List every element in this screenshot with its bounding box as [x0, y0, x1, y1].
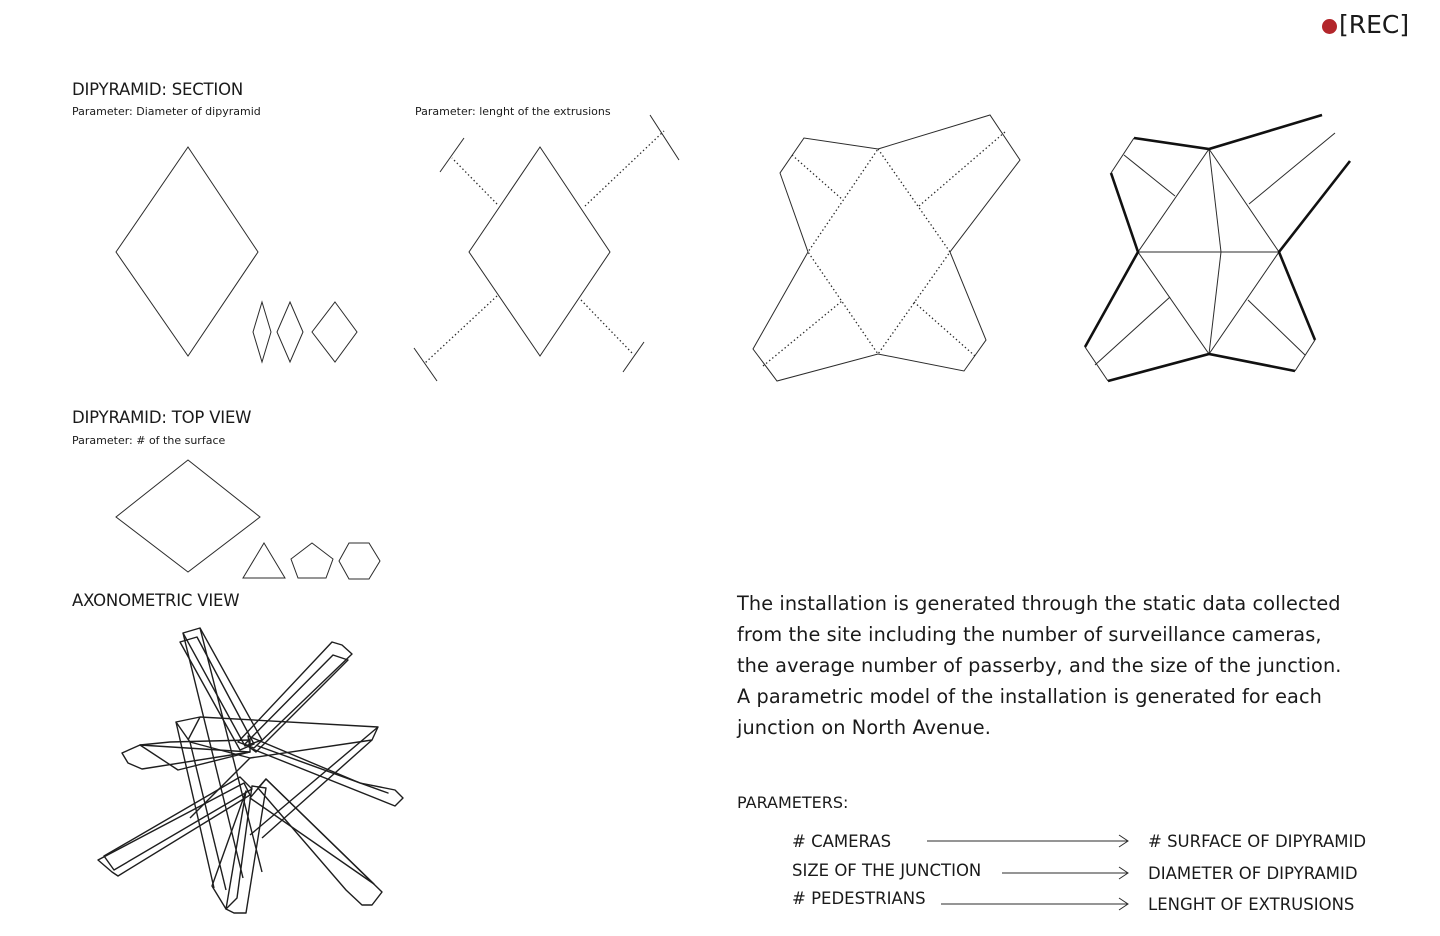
param-output-extrusions: LENGHT OF EXTRUSIONS — [1148, 895, 1355, 914]
param-input-pedestrians: # PEDESTRIANS — [792, 889, 926, 908]
arrow-icon — [1002, 867, 1128, 879]
param-output-diameter: DIAMETER OF DIPYRAMID — [1148, 864, 1358, 883]
param-input-junction-size: SIZE OF THE JUNCTION — [792, 861, 982, 880]
description-line: A parametric model of the installation is generated for each — [737, 685, 1322, 708]
arrow-icon — [941, 898, 1128, 910]
top-view-title: DIPYRAMID: TOP VIEW — [72, 408, 252, 427]
description-line: the average number of passerby, and the size of the junction. — [737, 654, 1342, 677]
description-line: The installation is generated through the static data collected — [737, 592, 1341, 615]
param-output-surface: # SURFACE OF DIPYRAMID — [1148, 832, 1367, 851]
arrow-icon — [927, 835, 1128, 847]
top-view-param: Parameter: # of the surface — [72, 434, 226, 447]
description-line: junction on North Avenue. — [737, 716, 991, 739]
axonometric-title: AXONOMETRIC VIEW — [72, 591, 240, 610]
param-input-cameras: # CAMERAS — [792, 832, 892, 851]
section-param-diameter: Parameter: Diameter of dipyramid — [72, 105, 261, 118]
parameters-title: PARAMETERS: — [737, 793, 849, 812]
rec-label: [REC] — [1339, 10, 1410, 39]
description-line: from the site including the number of surveillance cameras, — [737, 623, 1322, 646]
section-title: DIPYRAMID: SECTION — [72, 80, 244, 99]
section-param-extrusion: Parameter: lenght of the extrusions — [415, 105, 611, 118]
